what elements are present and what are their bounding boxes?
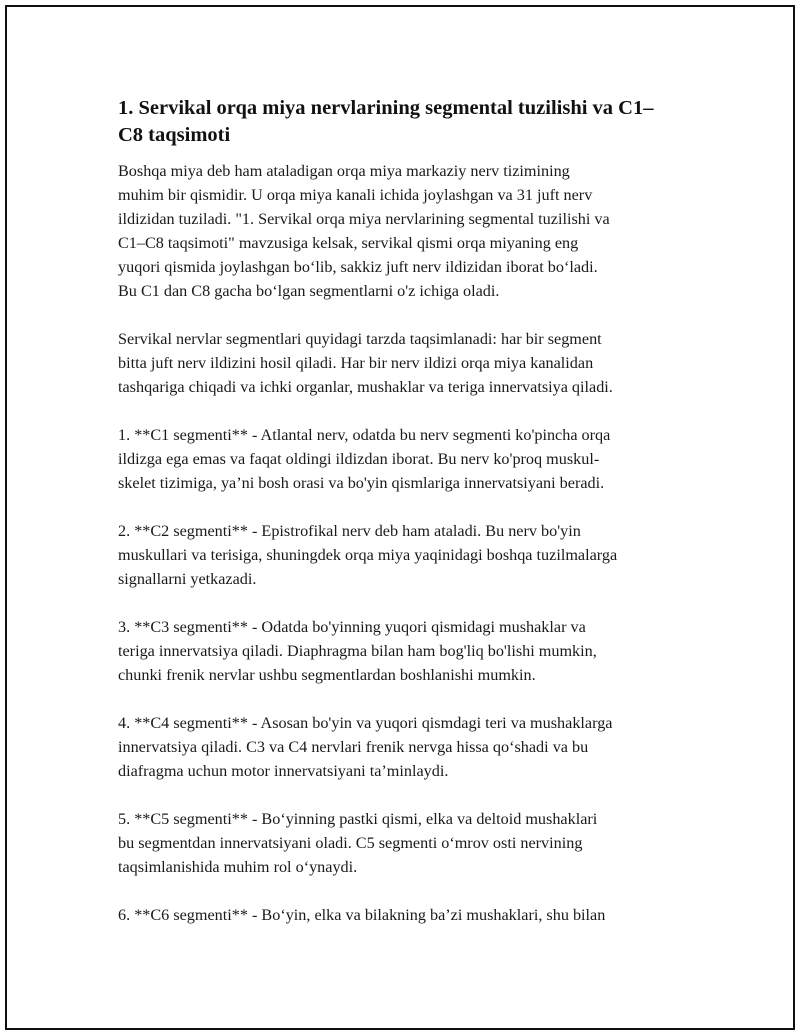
paragraph-distribution [118, 327, 698, 399]
paragraph-c3 [118, 615, 698, 687]
text-line: C1–C8 taqsimoti" mavzusiga kelsak, servikal qismi orqa miyaning eng [118, 234, 579, 252]
text-line: ildizga ega emas va faqat oldingi ildizdan iborat. Bu nerv ko'proq muskul- [118, 450, 600, 468]
paragraph-c2 [118, 519, 698, 591]
text-line: 5. **C5 segmenti** - Bo‘yinning pastki qismi, elka va deltoid mushaklari [118, 810, 598, 828]
title-line: 1. Servikal orqa miya nervlarining segmental tuzilishi va C1– [118, 97, 654, 119]
text-line: bu segmentdan innervatsiyani oladi. C5 segmenti o‘mrov osti nervining [118, 834, 583, 852]
paragraph-intro [118, 159, 698, 303]
text-line: 1. **C1 segmenti** - Atlantal nerv, odatda bu nerv segmenti ko'pincha orqa [118, 426, 611, 444]
text-line: muhim bir qismidir. U orqa miya kanali ichida joylashgan va 31 juft nerv [118, 186, 593, 204]
text-line: teriga innervatsiya qiladi. Diaphragma bilan ham bog'liq bo'lishi mumkin, [118, 642, 597, 660]
title-line: C8 taqsimoti [118, 124, 231, 146]
text-line: skelet tizimiga, ya’ni bosh orasi va bo'yin qismlariga innervatsiyani beradi. [118, 474, 605, 492]
text-line: Boshqa miya deb ham ataladigan orqa miya markaziy nerv tizimining [118, 162, 570, 180]
paragraph-c5 [118, 807, 698, 879]
document-body [118, 95, 698, 951]
text-line: 4. **C4 segmenti** - Asosan bo'yin va yuqori qismdagi teri va mushaklarga [118, 714, 613, 732]
text-line: chunki frenik nervlar ushbu segmentlardan boshlanishi mumkin. [118, 666, 536, 684]
text-line: innervatsiya qiladi. C3 va C4 nervlari frenik nervga hissa qo‘shadi va bu [118, 738, 589, 756]
paragraph-c6 [118, 903, 698, 927]
text-line: diafragma uchun motor innervatsiyani ta’minlaydi. [118, 762, 449, 780]
document-title [118, 95, 698, 149]
text-line: bitta juft nerv ildizini hosil qiladi. Har bir nerv ildizi orqa miya kanalidan [118, 354, 594, 372]
text-line: ildizidan tuziladi. "1. Servikal orqa miya nervlarining segmental tuzilishi va [118, 210, 610, 228]
page-frame [5, 5, 795, 1030]
text-line: signallarni yetkazadi. [118, 570, 257, 588]
text-line: 6. **C6 segmenti** - Bo‘yin, elka va bilakning ba’zi mushaklari, shu bilan [118, 906, 606, 924]
text-line: Servikal nervlar segmentlari quyidagi tarzda taqsimlanadi: har bir segment [118, 330, 602, 348]
text-line: Bu C1 dan C8 gacha bo‘lgan segmentlarni o'z ichiga oladi. [118, 282, 500, 300]
paragraph-c1 [118, 423, 698, 495]
text-line: 2. **C2 segmenti** - Epistrofikal nerv deb ham ataladi. Bu nerv bo'yin [118, 522, 581, 540]
text-line: 3. **C3 segmenti** - Odatda bo'yinning yuqori qismidagi mushaklar va [118, 618, 586, 636]
text-line: tashqariga chiqadi va ichki organlar, mushaklar va teriga innervatsiya qiladi. [118, 378, 613, 396]
text-line: muskullari va terisiga, shuningdek orqa miya yaqinidagi boshqa tuzilmalarga [118, 546, 618, 564]
paragraph-c4 [118, 711, 698, 783]
text-line: taqsimlanishida muhim rol o‘ynaydi. [118, 858, 358, 876]
text-line: yuqori qismida joylashgan bo‘lib, sakkiz juft nerv ildizidan iborat bo‘ladi. [118, 258, 598, 276]
